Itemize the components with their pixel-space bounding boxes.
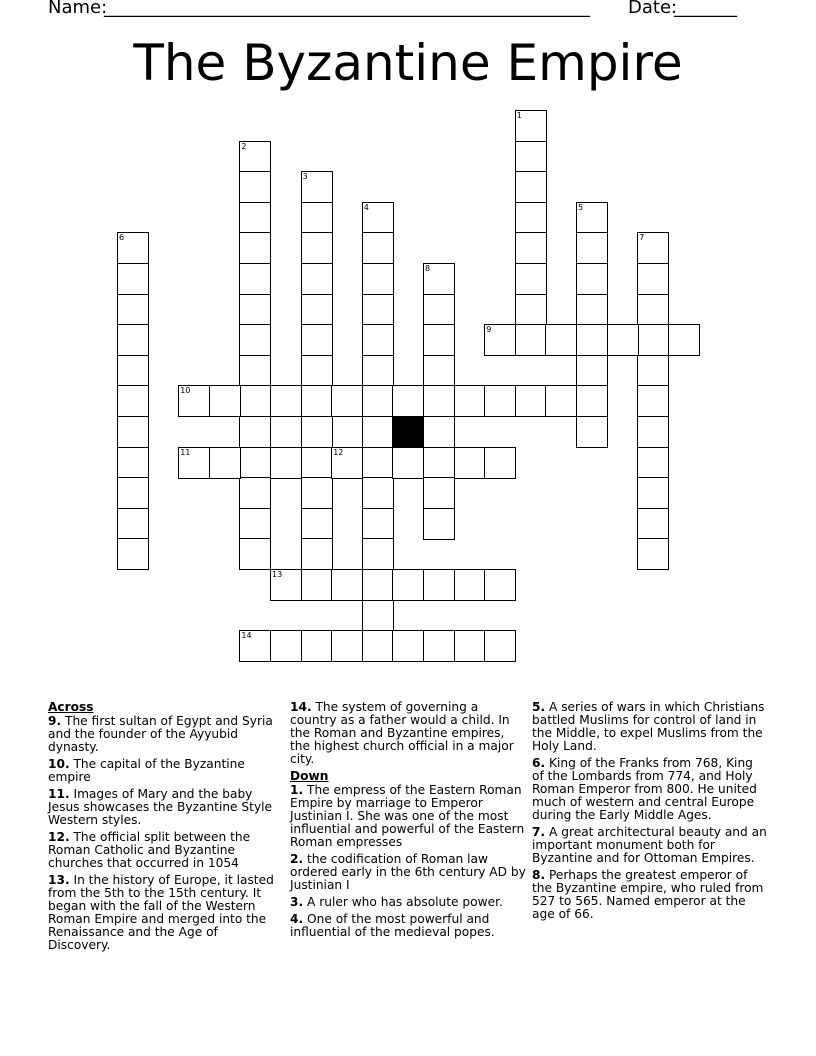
grid-cell[interactable] xyxy=(301,477,333,509)
grid-cell[interactable] xyxy=(239,324,271,356)
grid-cell[interactable] xyxy=(423,385,455,417)
grid-cell[interactable] xyxy=(362,508,394,540)
clue-text: Perhaps the greatest emperor of the Byzantine empire, who ruled from 527 to 565. Named emperor at the age of 66. xyxy=(532,868,764,921)
clue-column-1 xyxy=(48,701,280,956)
clue-number-label: 9 xyxy=(486,325,492,335)
grid-cell[interactable] xyxy=(239,141,271,173)
grid-cell[interactable] xyxy=(637,263,669,295)
grid-cell[interactable] xyxy=(576,324,608,356)
clue-text: In the history of Europe, it lasted from the 5th to the 15th century. It began with the fall of the Western Roman Empire and merged into the Renaissance and the Age of Discovery. xyxy=(48,873,274,952)
clue-number: 8. xyxy=(532,868,546,882)
grid-cell[interactable] xyxy=(454,447,486,479)
clue-number: 2. xyxy=(290,852,304,866)
grid-cell[interactable] xyxy=(270,630,302,662)
black-square xyxy=(392,416,424,448)
clue-number-label: 11 xyxy=(180,447,191,457)
grid-cell[interactable] xyxy=(423,324,455,356)
grid-cell[interactable] xyxy=(423,447,455,479)
clue-number-label: 12 xyxy=(333,447,344,457)
clue-number: 11. xyxy=(48,787,70,801)
grid-cell[interactable] xyxy=(362,630,394,662)
clue-number-label: 8 xyxy=(425,264,431,273)
grid-cell[interactable] xyxy=(637,355,669,387)
grid-cell[interactable] xyxy=(545,385,577,417)
grid-cell[interactable] xyxy=(362,324,394,356)
grid-cell[interactable] xyxy=(637,294,669,326)
grid-cell[interactable] xyxy=(239,263,271,295)
grid-cell[interactable] xyxy=(576,202,608,234)
grid-cell[interactable] xyxy=(117,477,149,509)
grid-cell[interactable] xyxy=(239,294,271,326)
grid-cell[interactable] xyxy=(454,630,486,662)
grid-cell[interactable] xyxy=(301,263,333,295)
grid-cell[interactable] xyxy=(178,385,210,417)
grid-cell[interactable] xyxy=(117,294,149,326)
grid-cell[interactable] xyxy=(209,447,241,479)
grid-cell[interactable] xyxy=(362,569,394,601)
grid-cell[interactable] xyxy=(515,324,547,356)
clue-text: A series of wars in which Christians battled Muslims for control of land in the Middle, to expel Muslims from the Holy Land. xyxy=(532,700,765,753)
grid-cell[interactable] xyxy=(239,385,271,417)
clue-number-label: 10 xyxy=(180,386,191,396)
grid-cell[interactable] xyxy=(301,630,333,662)
grid-cell[interactable] xyxy=(301,385,333,417)
grid-cell[interactable] xyxy=(239,447,271,479)
clue-number-label: 6 xyxy=(119,233,125,243)
grid-cell[interactable] xyxy=(423,630,455,662)
grid-cell[interactable] xyxy=(484,569,516,601)
grid-cell[interactable] xyxy=(301,324,333,356)
clue-number: 5. xyxy=(532,700,546,714)
grid-cell[interactable] xyxy=(392,569,424,601)
clue-down-3 xyxy=(290,896,526,909)
clue-number: 6. xyxy=(532,756,546,770)
across-heading: Across xyxy=(48,700,94,714)
clue-number: 3. xyxy=(290,895,304,909)
clue-across-12 xyxy=(48,831,280,870)
grid-cell[interactable] xyxy=(301,569,333,601)
down-heading: Down xyxy=(290,769,329,783)
clue-column-2 xyxy=(290,701,526,943)
grid-cell[interactable] xyxy=(637,477,669,509)
grid-cell[interactable] xyxy=(301,355,333,387)
grid-cell[interactable] xyxy=(637,447,669,479)
grid-cell[interactable] xyxy=(423,508,455,540)
grid-cell[interactable] xyxy=(362,202,394,234)
grid-cell[interactable] xyxy=(515,294,547,326)
date-field[interactable]: _______ xyxy=(674,0,737,18)
clue-number-label: 4 xyxy=(363,202,369,212)
grid-cell[interactable] xyxy=(301,294,333,326)
grid-cell[interactable] xyxy=(637,385,669,417)
grid-cell[interactable] xyxy=(209,385,241,417)
grid-cell[interactable] xyxy=(576,232,608,264)
clue-text: A ruler who has absolute power. xyxy=(307,895,503,909)
date-label: Date: xyxy=(628,0,678,18)
grid-cell[interactable] xyxy=(239,232,271,264)
grid-cell[interactable] xyxy=(423,263,455,295)
grid-cell[interactable] xyxy=(362,263,394,295)
grid-cell[interactable] xyxy=(270,569,302,601)
grid-cell[interactable] xyxy=(576,385,608,417)
grid-cell[interactable] xyxy=(362,294,394,326)
clue-across-9 xyxy=(48,715,280,754)
clue-down-2 xyxy=(290,853,526,892)
grid-cell[interactable] xyxy=(515,202,547,234)
clue-across-14 xyxy=(290,701,526,766)
grid-cell[interactable] xyxy=(392,630,424,662)
clue-down-7 xyxy=(532,826,768,865)
grid-cell[interactable] xyxy=(239,171,271,203)
grid-cell[interactable] xyxy=(607,324,639,356)
grid-cell[interactable] xyxy=(576,294,608,326)
grid-cell[interactable] xyxy=(392,447,424,479)
grid-cell[interactable] xyxy=(362,385,394,417)
clue-number: 7. xyxy=(532,825,546,839)
grid-cell[interactable] xyxy=(331,569,363,601)
clue-text: King of the Franks from 768, King of the Lombards from 774, and Holy Roman Emperor from 800. He united much of western and central Europe during the Early Middle Ages. xyxy=(532,756,757,822)
clue-text: One of the most powerful and influential of the medieval popes. xyxy=(290,912,495,939)
grid-cell[interactable] xyxy=(117,538,149,570)
clue-number: 10. xyxy=(48,757,70,771)
clue-across-10 xyxy=(48,758,280,784)
grid-cell[interactable] xyxy=(423,569,455,601)
grid-cell[interactable] xyxy=(239,202,271,234)
clue-text: The capital of the Byzantine empire xyxy=(48,757,245,784)
grid-cell[interactable] xyxy=(423,477,455,509)
clue-number-label: 1 xyxy=(516,111,522,120)
grid-cell[interactable] xyxy=(637,538,669,570)
grid-cell[interactable] xyxy=(239,355,271,387)
grid-cell[interactable] xyxy=(117,263,149,295)
grid-cell[interactable] xyxy=(117,232,149,264)
clue-down-8 xyxy=(532,869,768,921)
grid-cell[interactable] xyxy=(362,538,394,570)
grid-cell[interactable] xyxy=(454,385,486,417)
clue-number: 9. xyxy=(48,714,62,728)
clue-down-5 xyxy=(532,701,768,753)
grid-cell[interactable] xyxy=(515,171,547,203)
clue-number: 12. xyxy=(48,830,70,844)
clue-text: A great architectural beauty and an important monument both for Byzantine and for Ottoman Empires. xyxy=(532,825,767,865)
grid-cell[interactable] xyxy=(117,447,149,479)
grid-cell[interactable] xyxy=(423,416,455,448)
grid-cell[interactable] xyxy=(668,324,700,356)
grid-cell[interactable] xyxy=(362,600,394,632)
clue-text: the codification of Roman law ordered early in the 6th century AD by Justinian I xyxy=(290,852,526,892)
grid-cell[interactable] xyxy=(301,232,333,264)
clue-number: 1. xyxy=(290,783,304,797)
grid-cell[interactable] xyxy=(117,385,149,417)
grid-cell[interactable] xyxy=(515,141,547,173)
grid-cell[interactable] xyxy=(301,538,333,570)
clue-text: The empress of the Eastern Roman Empire by marriage to Emperor Justinian I. She was one of the most influential and powerful of the Eastern Roman empresses xyxy=(290,783,525,849)
grid-cell[interactable] xyxy=(362,416,394,448)
grid-cell[interactable] xyxy=(515,263,547,295)
grid-cell[interactable] xyxy=(515,385,547,417)
grid-cell[interactable] xyxy=(484,447,516,479)
clue-number: 4. xyxy=(290,912,304,926)
grid-cell[interactable] xyxy=(515,110,547,142)
grid-cell[interactable] xyxy=(178,447,210,479)
grid-cell[interactable] xyxy=(637,324,669,356)
grid-cell[interactable] xyxy=(301,508,333,540)
grid-cell[interactable] xyxy=(331,447,363,479)
grid-cell[interactable] xyxy=(362,355,394,387)
grid-cell[interactable] xyxy=(117,324,149,356)
grid-cell[interactable] xyxy=(423,294,455,326)
grid-cell[interactable] xyxy=(117,416,149,448)
grid-cell[interactable] xyxy=(576,355,608,387)
grid-cell[interactable] xyxy=(239,508,271,540)
grid-cell[interactable] xyxy=(362,232,394,264)
clue-text: The system of governing a country as a father would a child. In the Roman and Byzantine empires, the highest church official in a major city. xyxy=(290,700,514,766)
grid-cell[interactable] xyxy=(331,630,363,662)
grid-cell[interactable] xyxy=(423,355,455,387)
grid-cell[interactable] xyxy=(545,324,577,356)
grid-cell[interactable] xyxy=(484,324,516,356)
clue-across-13 xyxy=(48,874,280,952)
clue-text: Images of Mary and the baby Jesus showcases the Byzantine Style Western styles. xyxy=(48,787,273,827)
clue-number-label: 13 xyxy=(272,570,283,579)
grid-cell[interactable] xyxy=(117,508,149,540)
grid-cell[interactable] xyxy=(484,630,516,662)
grid-cell[interactable] xyxy=(239,538,271,570)
grid-cell[interactable] xyxy=(637,416,669,448)
clue-down-4 xyxy=(290,913,526,939)
grid-cell[interactable] xyxy=(331,385,363,417)
clue-text: The first sultan of Egypt and Syria and the founder of the Ayyubid dynasty. xyxy=(48,714,273,754)
clue-number: 13. xyxy=(48,873,70,887)
grid-cell[interactable] xyxy=(239,630,271,662)
name-label: Name: xyxy=(48,0,108,18)
grid-cell[interactable] xyxy=(637,232,669,264)
grid-cell[interactable] xyxy=(301,171,333,203)
grid-cell[interactable] xyxy=(117,355,149,387)
clue-number-label: 5 xyxy=(578,202,584,212)
clue-number-label: 3 xyxy=(302,172,308,182)
grid-cell[interactable] xyxy=(301,416,333,448)
grid-cell[interactable] xyxy=(239,416,271,448)
clue-number-label: 14 xyxy=(241,631,252,641)
clue-down-6 xyxy=(532,757,768,822)
grid-cell[interactable] xyxy=(301,202,333,234)
clue-number-label: 7 xyxy=(639,233,645,243)
name-field[interactable]: ______________________________________________________ xyxy=(104,0,590,18)
clue-text: The official split between the Roman Catholic and Byzantine churches that occurred in 1054 xyxy=(48,830,251,870)
grid-cell[interactable] xyxy=(484,385,516,417)
clue-number: 14. xyxy=(290,700,312,714)
clue-number-label: 2 xyxy=(241,141,247,151)
page-title: The Byzantine Empire xyxy=(133,34,683,92)
grid-cell[interactable] xyxy=(515,232,547,264)
grid-cell[interactable] xyxy=(576,263,608,295)
grid-cell[interactable] xyxy=(270,447,302,479)
clue-down-1 xyxy=(290,784,526,849)
grid-cell[interactable] xyxy=(301,447,333,479)
grid-cell[interactable] xyxy=(239,477,271,509)
grid-cell[interactable] xyxy=(362,447,394,479)
grid-cell[interactable] xyxy=(454,569,486,601)
grid-cell[interactable] xyxy=(362,477,394,509)
grid-cell[interactable] xyxy=(637,508,669,540)
grid-cell[interactable] xyxy=(576,416,608,448)
grid-cell[interactable] xyxy=(392,385,424,417)
clue-column-3 xyxy=(532,701,768,925)
grid-cell[interactable] xyxy=(270,385,302,417)
clue-across-11 xyxy=(48,788,280,827)
